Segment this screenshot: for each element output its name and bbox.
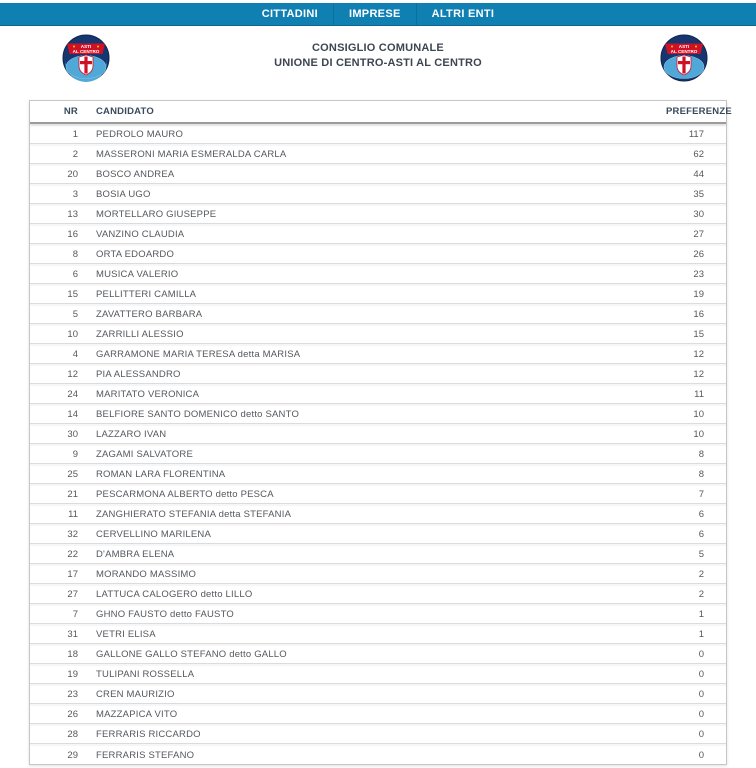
table-body xyxy=(30,124,726,764)
candidate-name: ZARRILLI ALESSIO xyxy=(96,329,184,340)
candidate-name: PELLITTERI CAMILLA xyxy=(96,289,197,300)
candidate-name: BOSIA UGO xyxy=(96,189,151,200)
candidate-number: 8 xyxy=(72,249,78,260)
table-row[interactable] xyxy=(30,204,726,224)
candidate-preferences: 19 xyxy=(693,289,704,300)
candidate-name: BOSCO ANDREA xyxy=(96,169,175,180)
candidate-number: 2 xyxy=(72,149,78,160)
candidate-name: TULIPANI ROSSELLA xyxy=(96,669,195,680)
candidate-name: LATTUCA CALOGERO detto LILLO xyxy=(96,589,253,600)
table-row[interactable] xyxy=(30,444,726,464)
table-header-row xyxy=(30,101,732,124)
candidate-number: 22 xyxy=(67,549,78,560)
table-row[interactable] xyxy=(30,704,726,724)
candidate-preferences: 44 xyxy=(693,169,704,180)
candidate-name: BELFIORE SANTO DOMENICO detto SANTO xyxy=(96,409,300,420)
page-title-block xyxy=(0,34,756,71)
candidate-name: MASSERONI MARIA ESMERALDA CARLA xyxy=(96,149,287,160)
candidate-preferences: 1 xyxy=(698,629,704,640)
candidate-preferences: 8 xyxy=(698,469,704,480)
candidate-number: 30 xyxy=(67,429,78,440)
table-row[interactable] xyxy=(30,284,726,304)
table-row[interactable] xyxy=(30,544,726,564)
candidate-name: FERRARIS STEFANO xyxy=(96,749,195,761)
table-row[interactable] xyxy=(30,364,726,384)
candidate-number: 18 xyxy=(67,649,78,660)
table-row[interactable] xyxy=(30,264,726,284)
preferences-table xyxy=(29,100,732,765)
asti-al-centro-logo-icon xyxy=(660,34,708,82)
candidate-number: 19 xyxy=(67,669,78,680)
candidate-name: MAZZAPICA VITO xyxy=(96,709,178,720)
candidate-number: 28 xyxy=(67,729,78,740)
candidate-name: PIA ALESSANDRO xyxy=(96,369,181,380)
asti-al-centro-logo-icon xyxy=(62,34,110,82)
candidate-number: 1 xyxy=(72,129,78,140)
candidate-name: VETRI ELISA xyxy=(96,629,156,640)
table-row[interactable] xyxy=(30,164,726,184)
candidate-name: MORANDO MASSIMO xyxy=(96,569,197,580)
party-logo-left xyxy=(62,34,110,82)
page-header xyxy=(0,34,756,96)
table-row[interactable] xyxy=(30,524,726,544)
table-row[interactable] xyxy=(30,724,726,744)
candidate-number: 15 xyxy=(67,289,78,300)
svg-text:ASTI: ASTI xyxy=(678,44,690,49)
table-row[interactable] xyxy=(30,244,726,264)
candidate-number: 16 xyxy=(67,229,78,240)
column-header-candidate: CANDIDATO xyxy=(96,106,154,117)
candidate-name: CREN MAURIZIO xyxy=(96,689,175,700)
table-row[interactable] xyxy=(30,484,726,504)
candidate-preferences: 12 xyxy=(693,349,704,360)
table-row[interactable] xyxy=(30,304,726,324)
table-row[interactable] xyxy=(30,584,726,604)
svg-text:AL CENTRO: AL CENTRO xyxy=(72,49,100,54)
candidate-preferences: 0 xyxy=(698,749,704,761)
table-row[interactable] xyxy=(30,404,726,424)
table-row[interactable] xyxy=(30,664,726,684)
svg-text:ASTI: ASTI xyxy=(80,44,92,49)
candidate-name: LAZZARO IVAN xyxy=(96,429,167,440)
table-row[interactable] xyxy=(30,344,726,364)
candidate-preferences: 7 xyxy=(698,489,704,500)
candidate-number: 11 xyxy=(68,509,78,520)
candidate-number: 5 xyxy=(72,309,78,320)
candidate-number: 29 xyxy=(67,749,78,761)
candidate-number: 3 xyxy=(72,189,78,200)
candidate-preferences: 16 xyxy=(693,309,704,320)
candidate-preferences: 10 xyxy=(693,409,704,420)
candidate-preferences: 0 xyxy=(698,649,704,660)
candidate-preferences: 26 xyxy=(693,249,704,260)
candidate-name: GALLONE GALLO STEFANO detto GALLO xyxy=(96,649,287,660)
candidate-preferences: 8 xyxy=(698,449,704,460)
candidate-preferences: 15 xyxy=(693,329,704,340)
candidate-name: MARITATO VERONICA xyxy=(96,389,200,400)
candidate-number: 17 xyxy=(67,569,78,580)
table-row[interactable] xyxy=(30,184,726,204)
candidate-preferences: 5 xyxy=(698,549,704,560)
candidate-preferences: 6 xyxy=(698,509,704,520)
candidate-preferences: 0 xyxy=(698,729,704,740)
candidate-name: FERRARIS RICCARDO xyxy=(96,729,201,740)
candidate-preferences: 6 xyxy=(698,529,704,540)
candidate-preferences: 62 xyxy=(693,149,704,160)
candidate-preferences: 12 xyxy=(693,369,704,380)
tab-cittadini[interactable]: CITTADINI xyxy=(261,8,318,20)
candidate-name: GHNO FAUSTO detto FAUSTO xyxy=(96,609,235,620)
topbar-container xyxy=(0,0,756,26)
candidate-preferences: 1 xyxy=(698,609,704,620)
party-logo-right xyxy=(660,34,708,82)
candidate-preferences: 30 xyxy=(693,209,704,220)
candidate-preferences: 0 xyxy=(698,669,704,680)
table-row[interactable] xyxy=(30,624,726,644)
candidate-number: 26 xyxy=(67,709,78,720)
svg-text:AL CENTRO: AL CENTRO xyxy=(670,49,698,54)
column-header-preferences: PREFERENZE xyxy=(666,106,732,117)
table-row[interactable] xyxy=(30,644,726,664)
table-row[interactable] xyxy=(30,324,726,344)
candidate-name: ORTA EDOARDO xyxy=(96,249,175,260)
candidate-name: ZAVATTERO BARBARA xyxy=(96,309,203,320)
candidate-preferences: 2 xyxy=(698,589,704,600)
candidate-number: 24 xyxy=(67,389,78,400)
candidate-name: ZANGHIERATO STEFANIA detta STEFANIA xyxy=(96,509,292,520)
candidate-name: ROMAN LARA FLORENTINA xyxy=(96,469,226,480)
candidate-name: MORTELLARO GIUSEPPE xyxy=(96,209,217,220)
candidate-number: 25 xyxy=(67,469,78,480)
candidate-preferences: 117 xyxy=(688,129,704,140)
top-navigation-bar xyxy=(0,3,756,26)
candidate-number: 21 xyxy=(67,489,78,500)
candidate-preferences: 10 xyxy=(693,429,704,440)
column-header-nr: NR xyxy=(63,106,78,117)
candidate-number: 27 xyxy=(67,589,78,600)
table-row[interactable] xyxy=(30,124,726,144)
candidate-name: ZAGAMI SALVATORE xyxy=(96,449,193,460)
candidate-preferences: 2 xyxy=(698,569,704,580)
table-row[interactable] xyxy=(30,744,726,764)
table-row[interactable] xyxy=(30,224,726,244)
candidate-number: 10 xyxy=(67,329,78,340)
tab-imprese[interactable]: IMPRESE xyxy=(333,3,416,25)
candidate-name: CERVELLINO MARILENA xyxy=(96,529,212,540)
page-title-line1: CONSIGLIO COMUNALE xyxy=(312,42,444,54)
candidate-number: 4 xyxy=(72,349,78,360)
candidate-preferences: 27 xyxy=(693,229,704,240)
candidate-preferences: 0 xyxy=(698,689,704,700)
candidate-name: PESCARMONA ALBERTO detto PESCA xyxy=(96,489,274,500)
candidate-number: 31 xyxy=(67,629,78,640)
candidate-name: VANZINO CLAUDIA xyxy=(96,229,185,240)
page-title-line2: UNIONE DI CENTRO-ASTI AL CENTRO xyxy=(274,57,482,69)
candidate-number: 32 xyxy=(67,529,78,540)
candidate-number: 20 xyxy=(67,169,78,180)
candidate-number: 6 xyxy=(72,269,78,280)
candidate-number: 14 xyxy=(67,409,78,420)
candidate-preferences: 11 xyxy=(694,389,704,400)
candidate-name: MUSICA VALERIO xyxy=(96,269,179,280)
candidate-name: GARRAMONE MARIA TERESA detta MARISA xyxy=(96,349,301,360)
tab-altri-enti[interactable]: ALTRI ENTI xyxy=(416,3,510,25)
table-row[interactable] xyxy=(30,564,726,584)
candidate-number: 13 xyxy=(67,209,78,220)
candidate-preferences: 0 xyxy=(698,709,704,720)
candidate-name: D'AMBRA ELENA xyxy=(96,549,175,560)
candidate-number: 9 xyxy=(72,449,78,460)
table-row[interactable] xyxy=(30,144,726,164)
candidate-name: PEDROLO MAURO xyxy=(96,129,184,140)
candidate-number: 23 xyxy=(67,689,78,700)
candidate-preferences: 35 xyxy=(693,189,704,200)
table-row[interactable] xyxy=(30,684,726,704)
table-row[interactable] xyxy=(30,464,726,484)
table-row[interactable] xyxy=(30,384,726,404)
table-row[interactable] xyxy=(30,504,726,524)
table-row[interactable] xyxy=(30,424,726,444)
table-row[interactable] xyxy=(30,604,726,624)
candidate-number: 12 xyxy=(67,369,78,380)
candidate-preferences: 23 xyxy=(693,269,704,280)
candidate-number: 7 xyxy=(72,609,78,620)
